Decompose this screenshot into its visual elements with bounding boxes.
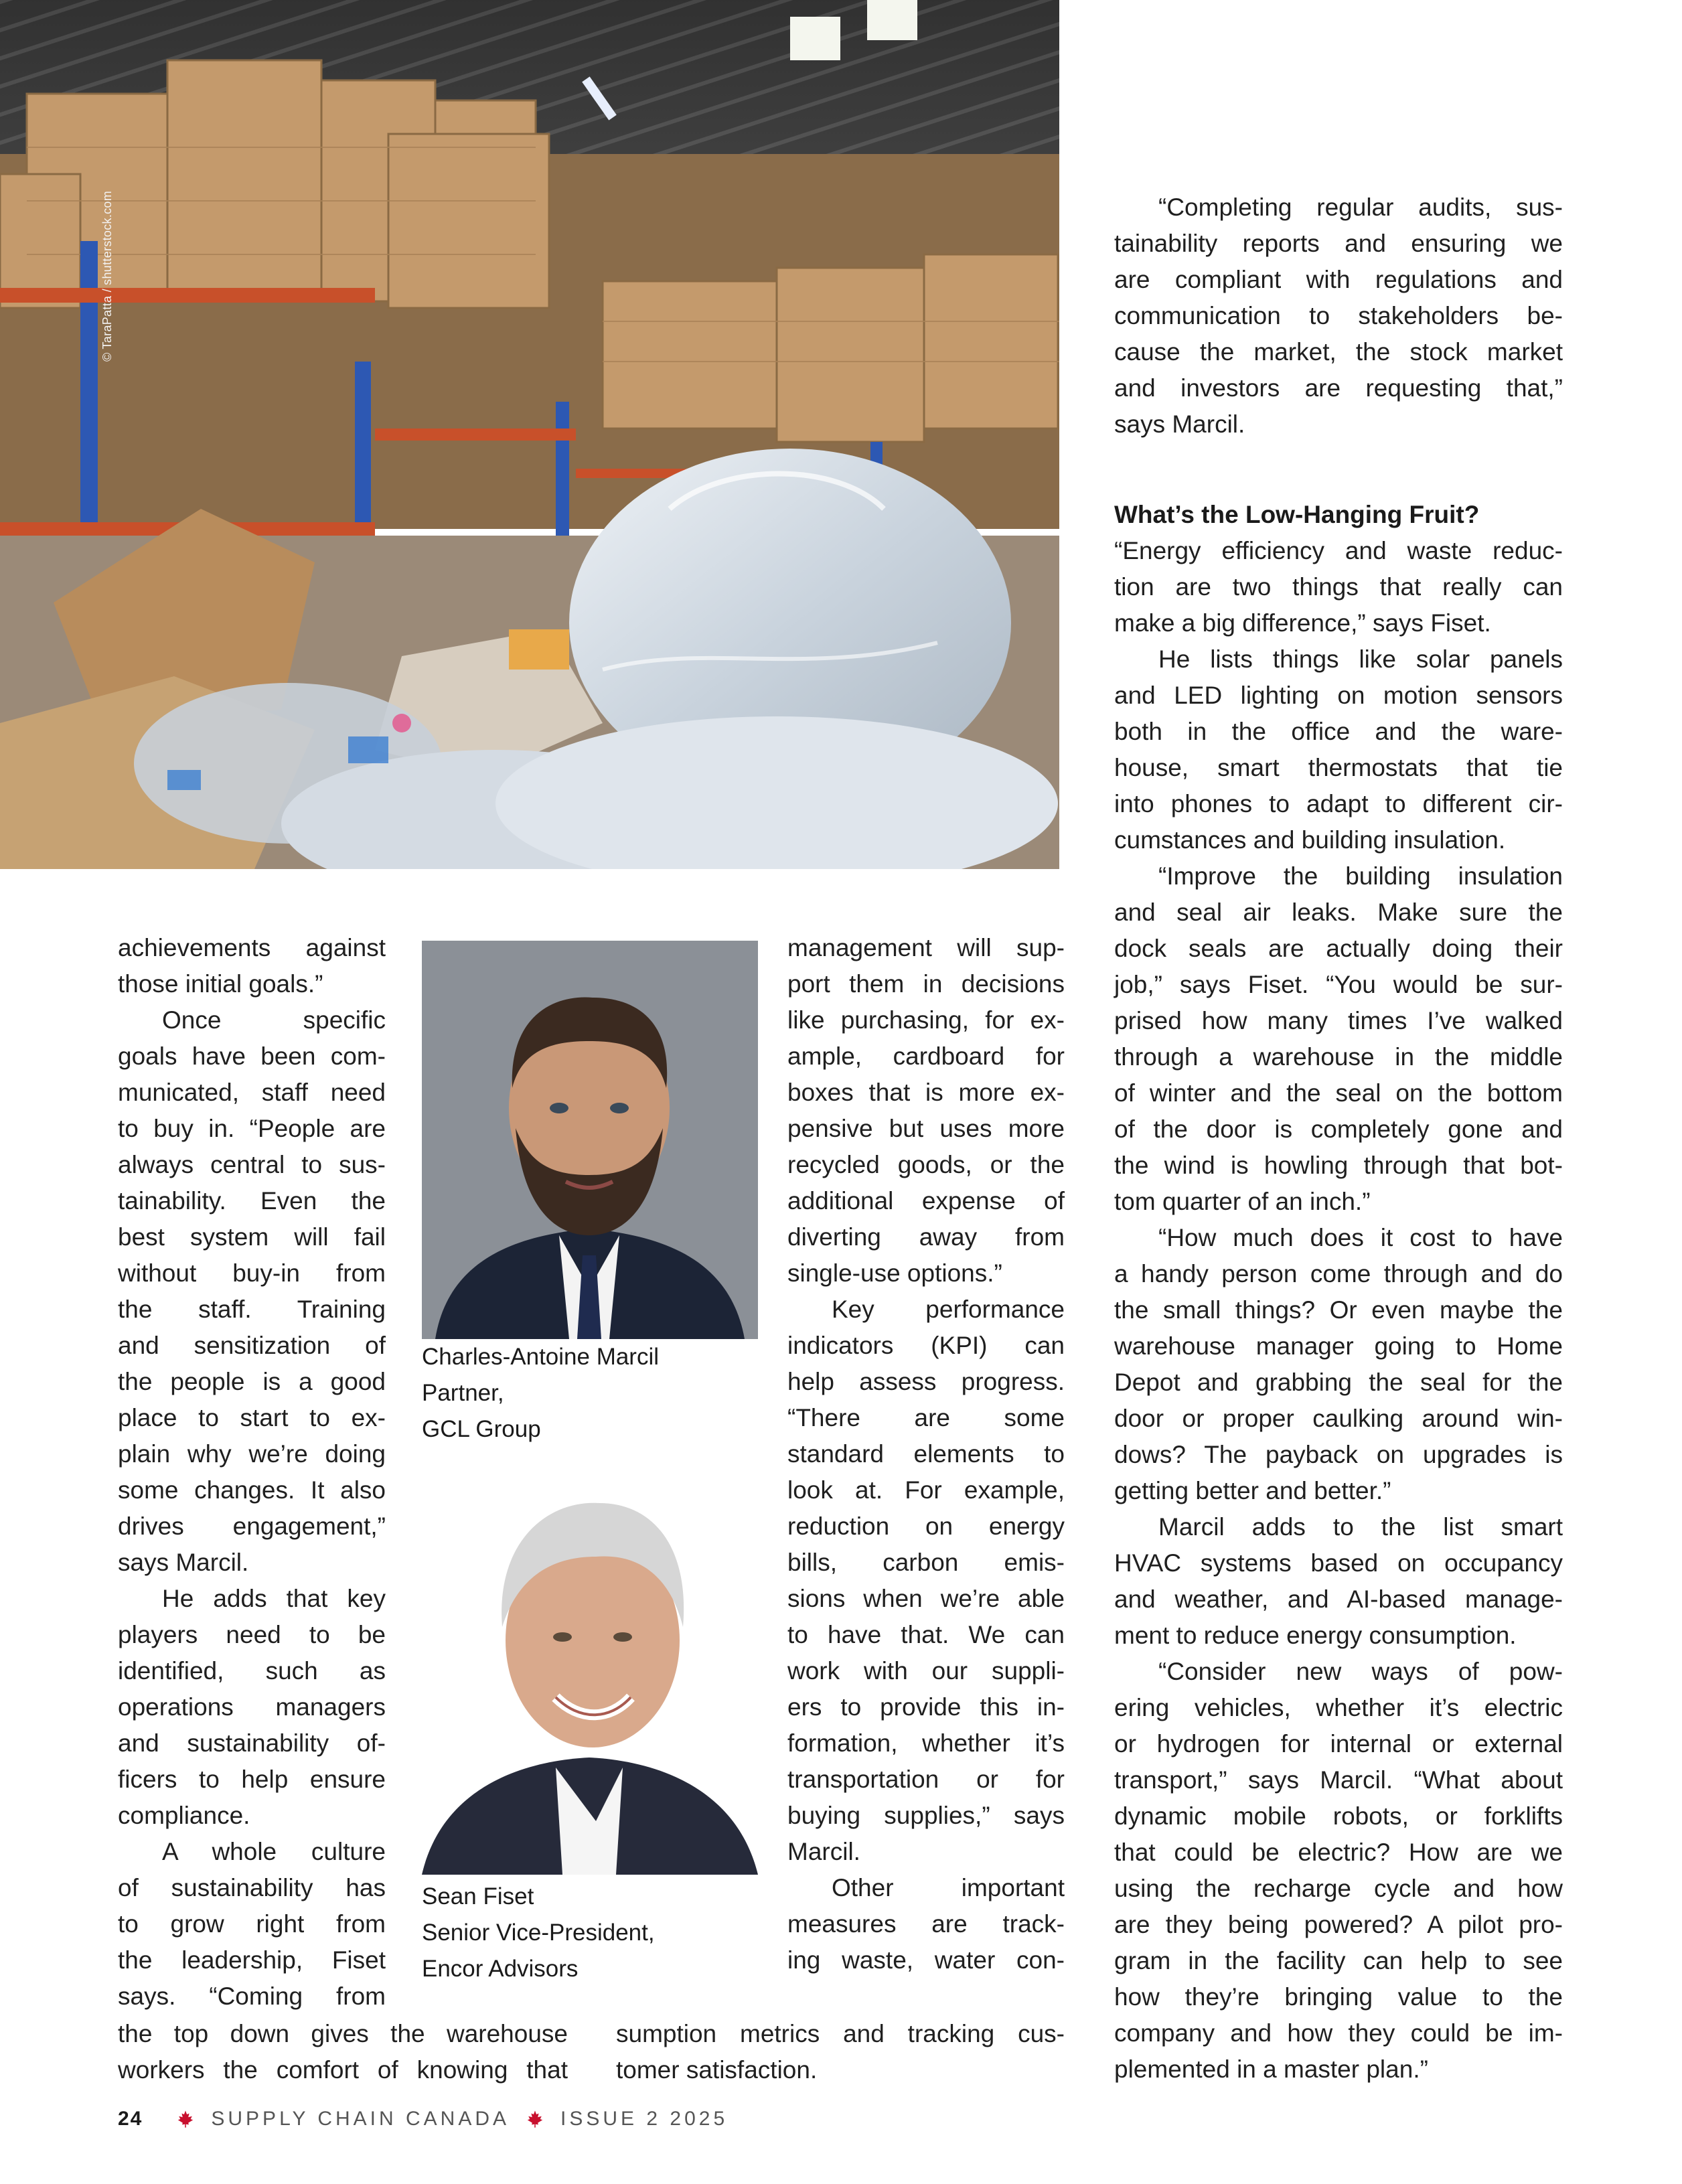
article-line: workers the comfort of knowing that <box>118 2056 568 2084</box>
article-line: are they being powered? A pilot pro- <box>1114 1911 1563 1938</box>
article-line: sions when we’re able <box>787 1585 1065 1612</box>
article-line: boxes that is more ex- <box>787 1079 1065 1106</box>
article-line: diverting away from <box>787 1223 1065 1251</box>
caption-marcil <box>422 1339 757 1448</box>
article-line: some changes. It also <box>118 1476 386 1504</box>
article-line: tainability reports and ensuring we <box>1114 230 1563 257</box>
article-line: and LED lighting on motion sensors <box>1114 682 1563 709</box>
article-line: says Marcil. <box>1114 410 1245 438</box>
article-line: recycled goods, or the <box>787 1151 1065 1178</box>
article-line: operations managers <box>118 1693 386 1721</box>
article-line: the people is a good <box>118 1368 386 1395</box>
article-line: municated, staff need <box>118 1079 386 1106</box>
article-line: “There are some <box>787 1404 1065 1431</box>
article-line: communication to stakeholders be- <box>1114 302 1563 329</box>
article-line: compliance. <box>118 1802 250 1829</box>
article-line: and investors are requesting that,” <box>1114 374 1563 402</box>
article-line: goals have been com- <box>118 1042 386 1070</box>
page-footer <box>118 2108 728 2130</box>
article-line: says Marcil. <box>118 1549 249 1576</box>
article-line: Depot and grabbing the seal for the <box>1114 1369 1563 1396</box>
article-line: drives engagement,” <box>118 1512 386 1540</box>
caption-company: Encor Advisors <box>422 1956 579 1982</box>
article-line: Other important <box>832 1874 1065 1901</box>
article-line: work with our suppli- <box>787 1657 1065 1685</box>
article-line: measures are track- <box>787 1910 1065 1938</box>
article-line: using the recharge cycle and how <box>1114 1875 1563 1902</box>
article-line: He lists things like solar panels <box>1158 645 1563 673</box>
article-line: tom quarter of an inch.” <box>1114 1188 1371 1215</box>
article-line: the wind is howling through that bot- <box>1114 1152 1563 1179</box>
article-line: and weather, and AI-based manage- <box>1114 1585 1563 1613</box>
article-line: through a warehouse in the middle <box>1114 1043 1563 1071</box>
article-line: door or proper caulking around win- <box>1114 1405 1563 1432</box>
article-line: He adds that key <box>162 1585 386 1612</box>
article-line: how they’re bringing value to the <box>1114 1983 1563 2011</box>
article-line: “How much does it cost to have <box>1158 1224 1563 1251</box>
article-line: of winter and the seal on the bottom <box>1114 1079 1563 1107</box>
article-line: bills, carbon emis- <box>787 1549 1065 1576</box>
article-column-2 <box>787 930 1065 1978</box>
article-line: look at. For example, <box>787 1476 1065 1504</box>
article-line: to grow right from <box>118 1910 386 1938</box>
article-line: that could be electric? How are we <box>1114 1839 1563 1866</box>
article-line: Key performance <box>832 1296 1065 1323</box>
article-line: the top down gives the warehouse <box>118 2020 568 2047</box>
article-line: “Improve the building insulation <box>1158 862 1563 890</box>
portrait-sean-fiset <box>422 1473 758 1875</box>
article-line: plemented in a master plan.” <box>1114 2055 1428 2083</box>
article-line: cause the market, the stock market <box>1114 338 1563 366</box>
article-line: pensive but uses more <box>787 1115 1065 1142</box>
maple-leaf-icon <box>526 2110 544 2128</box>
article-line: like purchasing, for ex- <box>787 1006 1065 1034</box>
article-line: the leadership, Fiset <box>118 1946 386 1974</box>
article-line: buying supplies,” says <box>787 1802 1065 1829</box>
article-line: cumstances and building insulation. <box>1114 826 1506 854</box>
article-line: formation, whether it’s <box>787 1729 1065 1757</box>
article-line: without buy-in from <box>118 1259 386 1287</box>
article-line: identified, such as <box>118 1657 386 1685</box>
article-line: standard elements to <box>787 1440 1065 1468</box>
article-line: or hydrogen for internal or external <box>1114 1730 1563 1758</box>
article-column-2-continued <box>616 2016 1065 2088</box>
article-column-3-top <box>1114 189 1563 443</box>
article-line: “Completing regular audits, sus- <box>1158 193 1563 221</box>
article-line: indicators (KPI) can <box>787 1332 1065 1359</box>
photo-credit: © TaraPatta / shutterstock.com <box>100 190 114 362</box>
article-line: dock seals are actually doing their <box>1114 935 1563 962</box>
article-line: help assess progress. <box>787 1368 1065 1395</box>
article-line: into phones to adapt to different cir- <box>1114 790 1563 817</box>
article-line: dynamic mobile robots, or forklifts <box>1114 1802 1563 1830</box>
article-line: “Energy efficiency and waste reduc- <box>1114 537 1563 564</box>
issue-label: ISSUE 2 2025 <box>560 2108 729 2130</box>
article-line: Marcil adds to the list smart <box>1158 1513 1563 1541</box>
article-line: management will sup- <box>787 934 1065 961</box>
article-column-1-continued <box>118 2016 568 2088</box>
article-line: ering vehicles, whether it’s electric <box>1114 1694 1563 1721</box>
article-line: best system will fail <box>118 1223 386 1251</box>
article-line: the small things? Or even maybe the <box>1114 1296 1563 1324</box>
caption-title: Partner, <box>422 1380 504 1406</box>
article-line: place to start to ex- <box>118 1404 386 1431</box>
article-line: port them in decisions <box>787 970 1065 998</box>
caption-title: Senior Vice-President, <box>422 1920 655 1946</box>
article-line: make a big difference,” says Fiset. <box>1114 609 1491 637</box>
article-line: ample, cardboard for <box>787 1042 1065 1070</box>
article-line: both in the office and the ware- <box>1114 718 1563 745</box>
article-line: the staff. Training <box>118 1296 386 1323</box>
article-line: and sustainability of- <box>118 1729 386 1757</box>
caption-name: Sean Fiset <box>422 1883 534 1909</box>
article-line: says. “Coming from <box>118 1982 386 2010</box>
article-line: Once specific <box>162 1006 386 1034</box>
article-line: gram in the facility can help to see <box>1114 1947 1563 1974</box>
article-line: sumption metrics and tracking cus- <box>616 2020 1065 2047</box>
article-line: transportation or for <box>787 1766 1065 1793</box>
article-line: dows? The payback on upgrades is <box>1114 1441 1563 1468</box>
maple-leaf-icon <box>176 2110 195 2128</box>
article-line: players need to be <box>118 1621 386 1648</box>
article-line: tomer satisfaction. <box>616 2056 818 2084</box>
article-line: prised how many times I’ve walked <box>1114 1007 1563 1034</box>
article-line: additional expense of <box>787 1187 1065 1215</box>
article-line: reduction on energy <box>787 1512 1065 1540</box>
article-line: tainability. Even the <box>118 1187 386 1215</box>
article-line: always central to sus- <box>118 1151 386 1178</box>
article-line: ficers to help ensure <box>118 1766 386 1793</box>
caption-name: Charles-Antoine Marcil <box>422 1344 660 1370</box>
article-line: and seal air leaks. Make sure the <box>1114 899 1563 926</box>
caption-company: GCL Group <box>422 1416 541 1442</box>
article-line: warehouse manager going to Home <box>1114 1332 1563 1360</box>
article-line: “Consider new ways of pow- <box>1158 1658 1563 1685</box>
section-heading: What’s the Low-Hanging Fruit? <box>1114 501 1480 528</box>
article-line: are compliant with regulations and <box>1114 266 1563 293</box>
article-line: HVAC systems based on occupancy <box>1114 1549 1563 1577</box>
article-column-1 <box>118 930 386 2015</box>
page-number: 24 <box>118 2108 143 2130</box>
article-line: achievements against <box>118 934 386 961</box>
article-line: house, smart thermostats that tie <box>1114 754 1563 781</box>
article-line: plain why we’re doing <box>118 1440 386 1468</box>
article-line: A whole culture <box>162 1838 386 1865</box>
warehouse-photo <box>0 0 1059 869</box>
article-line: company and how they could be im- <box>1114 2019 1563 2047</box>
article-column-3 <box>1114 533 1563 2088</box>
article-line: transport,” says Marcil. “What about <box>1114 1766 1563 1794</box>
article-line: getting better and better.” <box>1114 1477 1391 1504</box>
article-line: a handy person come through and do <box>1114 1260 1563 1288</box>
caption-fiset <box>422 1879 757 1987</box>
article-line: single-use options.” <box>787 1259 1002 1287</box>
article-line: to buy in. “People are <box>118 1115 386 1142</box>
article-line: to have that. We can <box>787 1621 1065 1648</box>
article-line: and sensitization of <box>118 1332 386 1359</box>
article-line: Marcil. <box>787 1838 860 1865</box>
article-line: ment to reduce energy consumption. <box>1114 1622 1517 1649</box>
article-line: tion are two things that really can <box>1114 573 1563 601</box>
article-line: ing waste, water con- <box>787 1946 1065 1974</box>
article-line: ers to provide this in- <box>787 1693 1065 1721</box>
portrait-charles-antoine-marcil <box>422 941 758 1339</box>
article-line: job,” says Fiset. “You would be sur- <box>1114 971 1563 998</box>
publication-name: SUPPLY CHAIN CANADA <box>211 2108 510 2130</box>
article-line: of sustainability has <box>118 1874 386 1901</box>
article-line: of the door is completely gone and <box>1114 1115 1563 1143</box>
article-line: those initial goals.” <box>118 970 323 998</box>
